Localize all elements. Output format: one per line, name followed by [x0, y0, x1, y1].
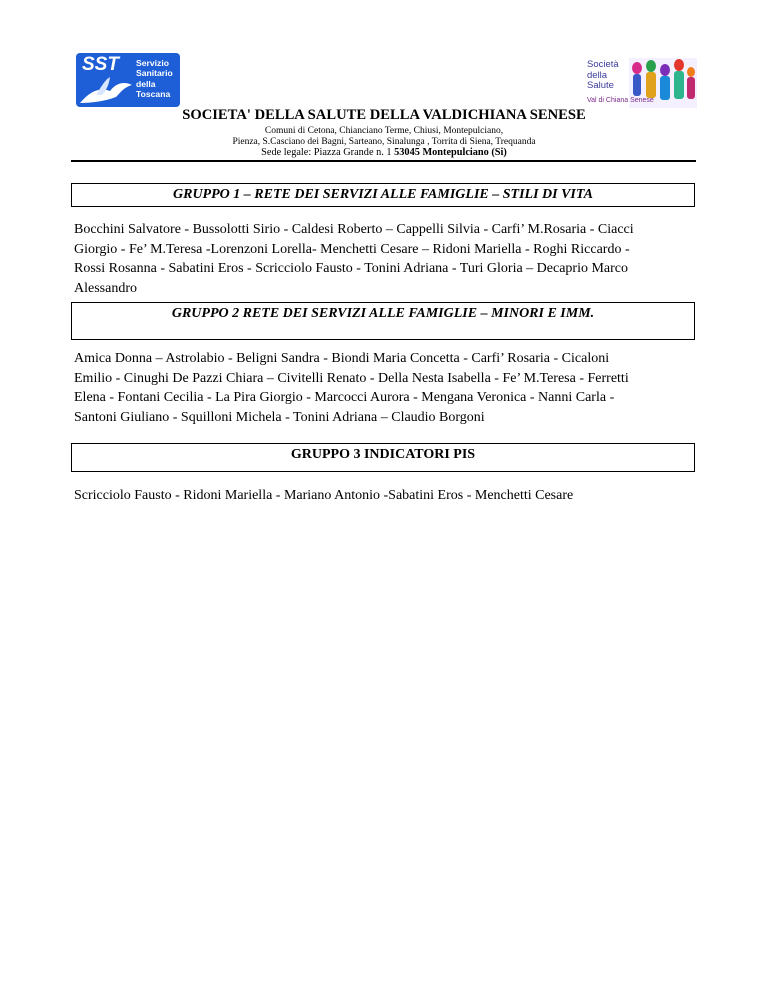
sds-name: Società della Salute	[587, 59, 619, 91]
sds-subtitle: Val di Chiana Senese	[587, 97, 654, 104]
address-line-2: Pienza, S.Casciano dei Bagni, Sarteano, Sinalunga , Torrita di Siena, Trequanda	[232, 137, 536, 147]
organization-title: SOCIETA' DELLA SALUTE DELLA VALDICHIANA SENESE	[182, 107, 586, 123]
sst-logo	[76, 53, 180, 107]
sst-name: Servizio Sanitario della Toscana	[136, 58, 173, 100]
address-line-1: Comuni di Cetona, Chianciano Terme, Chiusi, Montepulciano,	[264, 126, 504, 136]
sst-acronym: SST	[82, 54, 119, 75]
sds-logo	[583, 58, 697, 108]
group-2-members: Amica Donna – Astrolabio - Beligni Sandra - Biondi Maria Concetta - Carfi’ Rosaria - Cicaloni Emilio - Cinughi De Pazzi Chiara – Civitelli Renato - Della Nesta Isabella - Fe’ M.Teresa - Ferretti Elena - Fontani Cecilia - La Pira Giorgio - Marcocci Aurora - Mengana Veronica - Nanni Carla - Santoni Giuliano - Squilloni Michela - Tonini Adriana – Claudio Borgoni	[74, 351, 629, 425]
group-3-title: GRUPPO 3 INDICATORI PIS	[71, 443, 695, 472]
dove-icon	[76, 73, 136, 107]
group-1-title: GRUPPO 1 – RETE DEI SERVIZI ALLE FAMIGLIE – STILI DI VITA	[71, 183, 695, 207]
legal-seat: Sede legale: Piazza Grande n. 1 53045 Montepulciano (Si)	[261, 147, 507, 158]
group-3-members: Scricciolo Fausto - Ridoni Mariella - Mariano Antonio -Sabatini Eros - Menchetti Cesare	[74, 488, 574, 503]
group-2-title: GRUPPO 2 RETE DEI SERVIZI ALLE FAMIGLIE – MINORI E IMM.	[71, 302, 695, 340]
group-1-members: Bocchini Salvatore - Bussolotti Sirio - Caldesi Roberto – Cappelli Silvia - Carfi’ M.Rosaria - Ciacci Giorgio - Fe’ M.Teresa -Lorenzoni Lorella- Menchetti Cesare – Ridoni Mariella - Roghi Riccardo - Rossi Rosanna - Sabatini Eros - Scricciolo Fausto - Tonini Adriana - Turi Gloria – Decaprio Marco Alessandro	[74, 222, 634, 296]
header-divider	[71, 160, 696, 162]
